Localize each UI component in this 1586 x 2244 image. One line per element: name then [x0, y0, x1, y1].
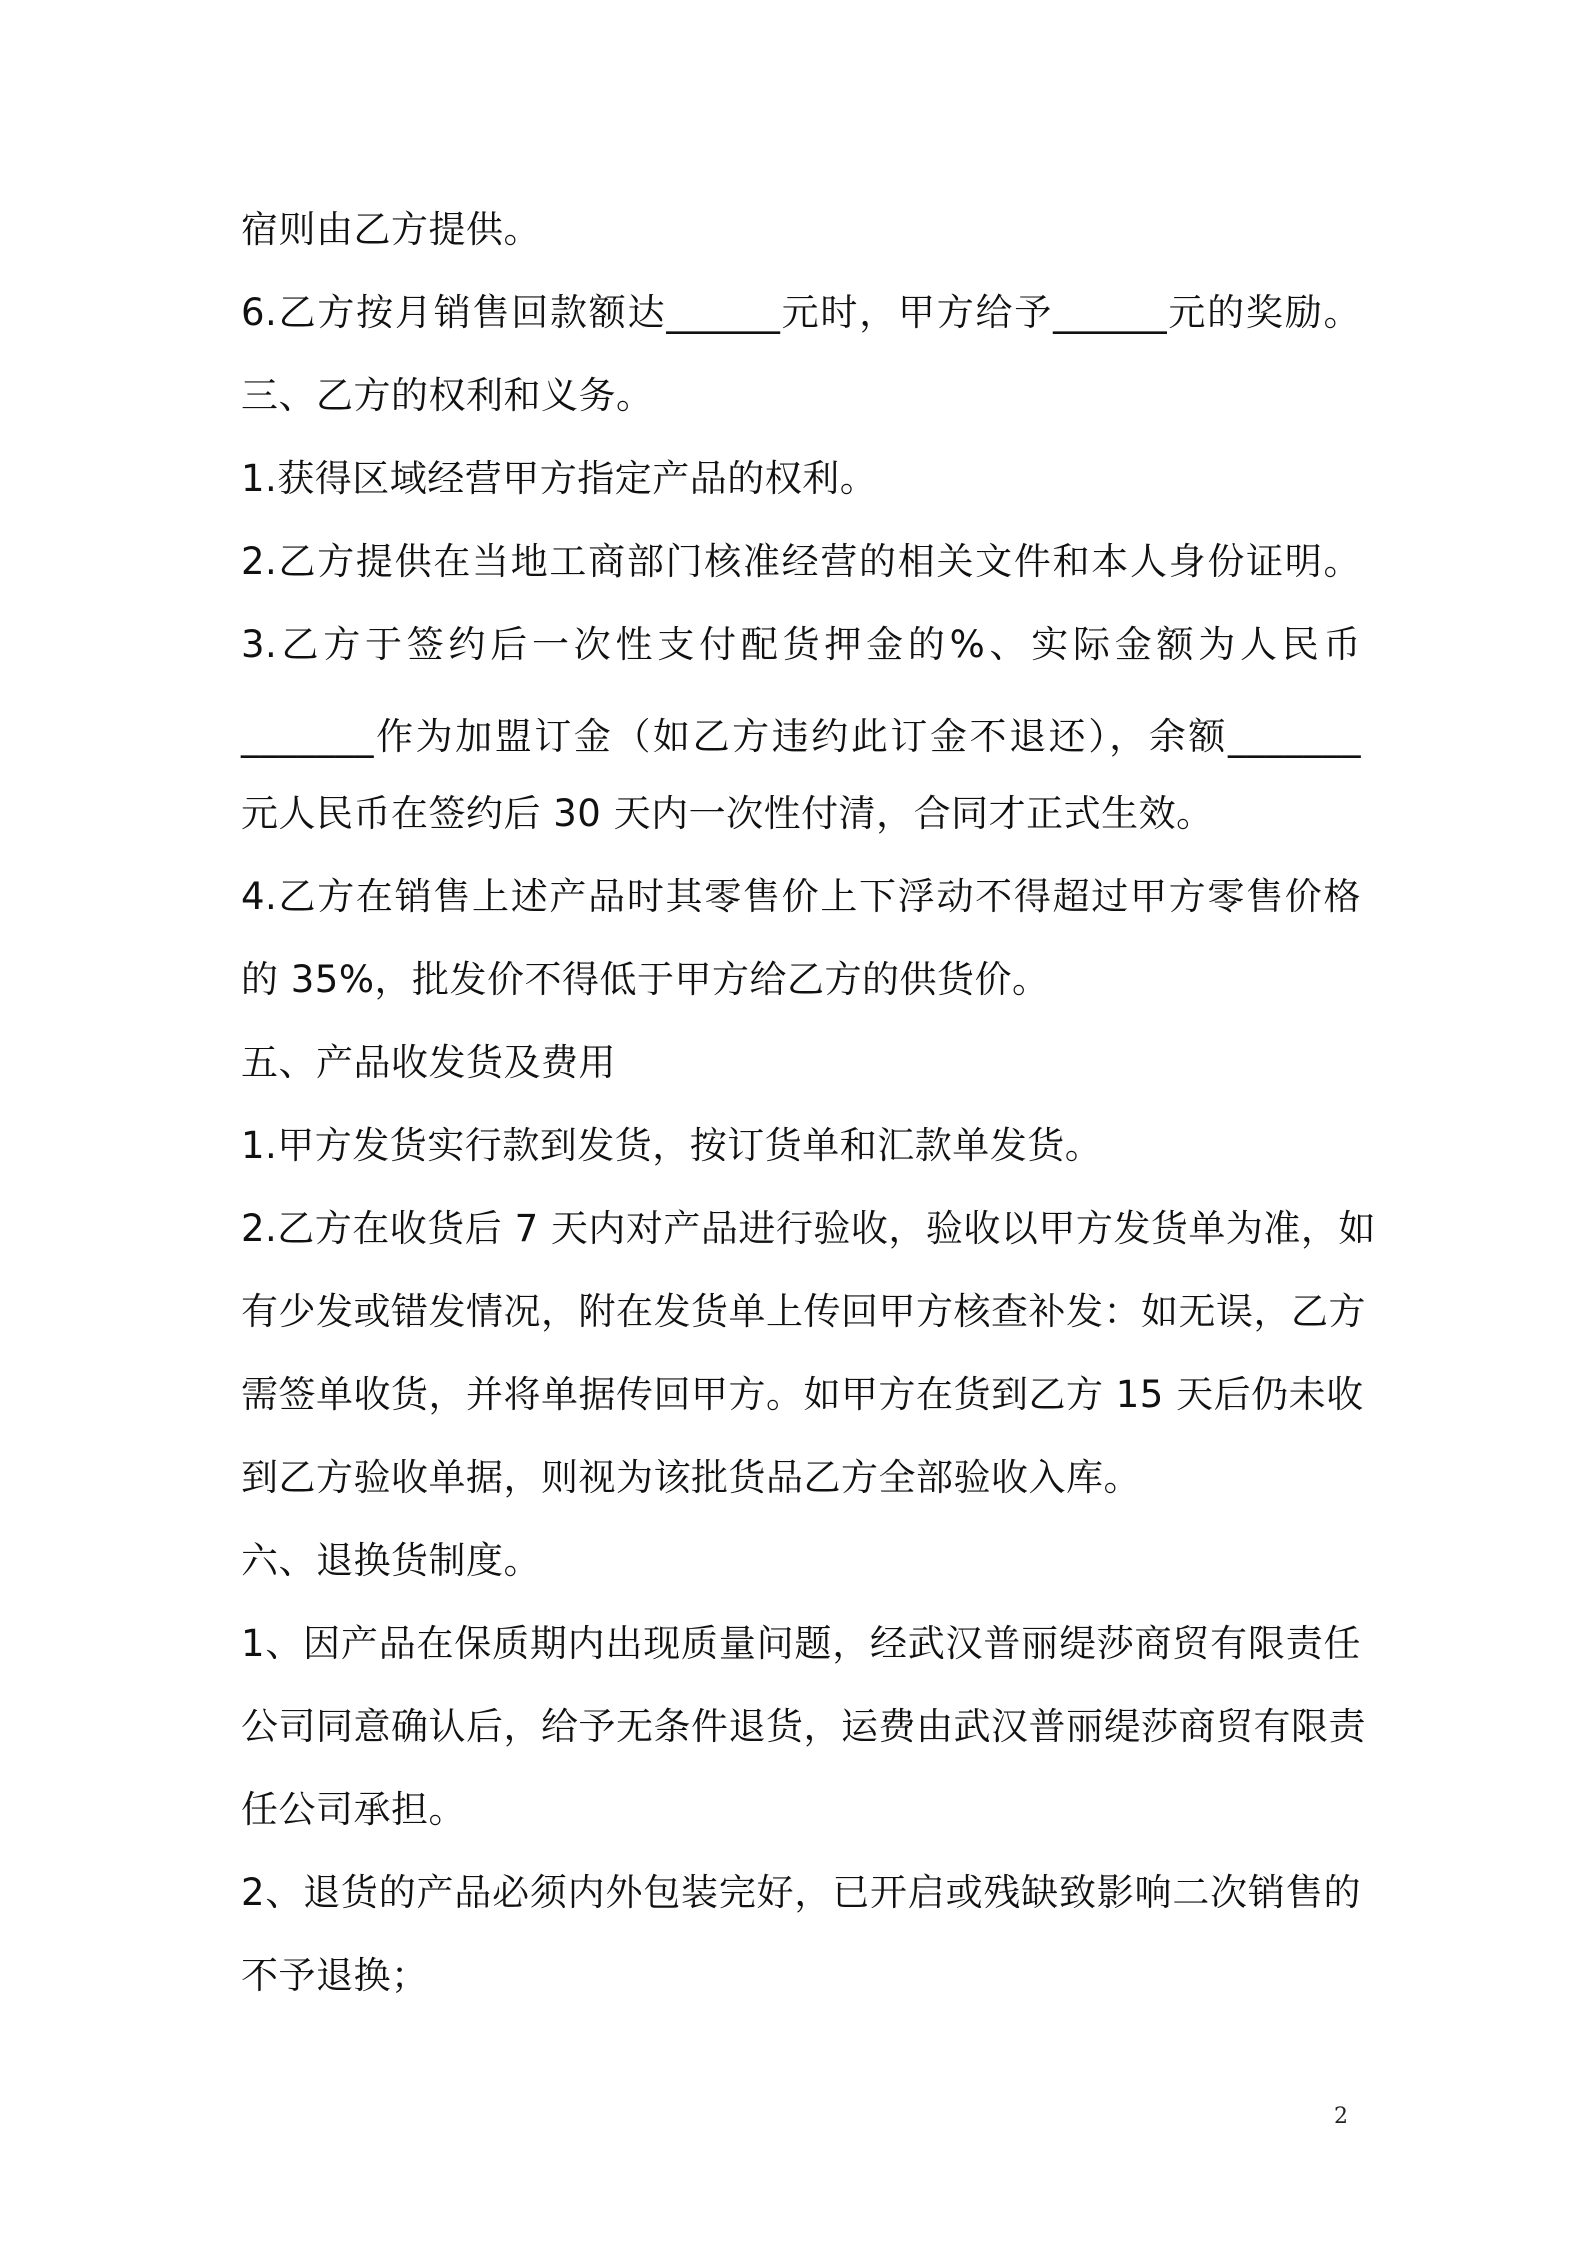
- section-heading: 六、退换货制度。: [241, 1539, 541, 1582]
- paragraph-line: 1.甲方发货实行款到发货，按订货单和汇款单发货。: [241, 1124, 1103, 1167]
- section-heading: 五、产品收发货及费用: [241, 1041, 616, 1084]
- paragraph-line: 不予退换；: [241, 1954, 429, 1997]
- paragraph-line: 4.乙方在销售上述产品时其零售价上下浮动不得超过甲方零售价格: [241, 875, 1361, 918]
- section-heading: 三、乙方的权利和义务。: [241, 374, 654, 417]
- paragraph-line: 2.乙方提供在当地工商部门核准经营的相关文件和本人身份证明。: [241, 540, 1361, 583]
- paragraph-line: 有少发或错发情况，附在发货单上传回甲方核查补发：如无误，乙方: [241, 1290, 1366, 1333]
- paragraph-line: 1、因产品在保质期内出现质量问题，经武汉普丽缇莎商贸有限责任: [241, 1622, 1361, 1665]
- paragraph-line: _______作为加盟订金（如乙方违约此订金不退还），余额_______: [241, 715, 1361, 758]
- paragraph-line: 2.乙方在收货后 7 天内对产品进行验收，验收以甲方发货单为准，如: [241, 1207, 1376, 1250]
- paragraph-line: 需签单收货，并将单据传回甲方。如甲方在货到乙方 15 天后仍未收: [241, 1373, 1364, 1416]
- paragraph-line: 3.乙方于签约后一次性支付配货押金的%、实际金额为人民币: [241, 623, 1361, 666]
- page-number: 2: [1334, 2104, 1348, 2129]
- paragraph-line: 到乙方验收单据，则视为该批货品乙方全部验收入库。: [241, 1456, 1141, 1499]
- paragraph-line: 宿则由乙方提供。: [241, 208, 541, 251]
- paragraph-line: 公司同意确认后，给予无条件退货，运费由武汉普丽缇莎商贸有限责: [241, 1705, 1366, 1748]
- paragraph-line: 2、退货的产品必须内外包装完好，已开启或残缺致影响二次销售的: [241, 1871, 1361, 1914]
- paragraph-line: 任公司承担。: [241, 1788, 466, 1831]
- paragraph-line: 1.获得区域经营甲方指定产品的权利。: [241, 457, 878, 500]
- paragraph-line: 的 35%，批发价不得低于甲方给乙方的供货价。: [241, 958, 1050, 1001]
- paragraph-line: 6.乙方按月销售回款额达______元时，甲方给予______元的奖励。: [241, 291, 1361, 334]
- paragraph-line: 元人民币在签约后 30 天内一次性付清，合同才正式生效。: [241, 792, 1214, 835]
